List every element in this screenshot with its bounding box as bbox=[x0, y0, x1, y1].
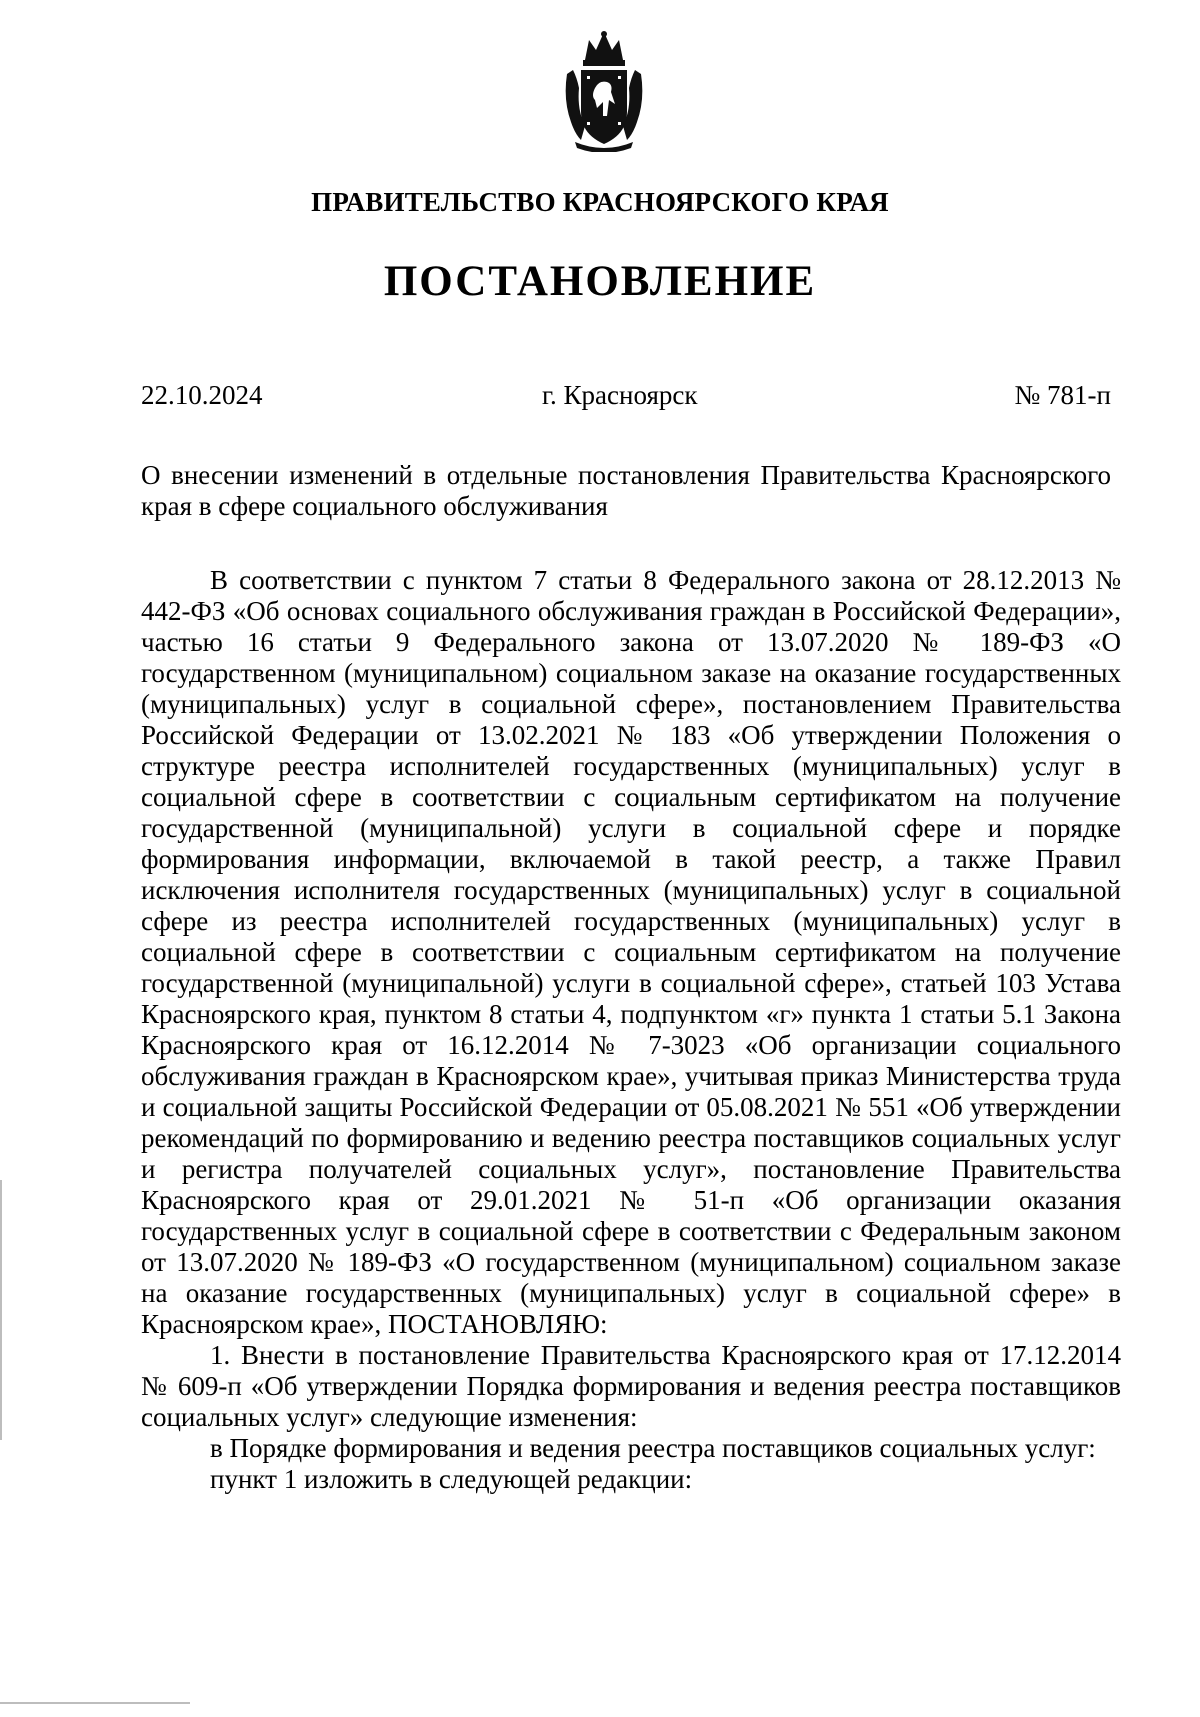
scan-edge-bottom bbox=[0, 1702, 190, 1704]
item-1-subparagraph: в Порядке формирования и ведения реестра поставщиков социальных услуг: bbox=[210, 1433, 1096, 1463]
item-1-point-paragraph: пункт 1 изложить в следующей редакции: bbox=[210, 1464, 693, 1494]
document-body bbox=[141, 565, 1121, 1495]
government-title: ПРАВИТЕЛЬСТВО КРАСНОЯРСКОГО КРАЯ bbox=[311, 187, 889, 217]
document-subject: О внесении изменений в отдельные постановления Правительства Красноярского края в сфере социального обслуживания bbox=[141, 460, 1111, 521]
item-1-paragraph: 1. Внести в постановление Правительства Красноярского края от 17.12.2014 № 609-п «Об утверждении Порядка формирования и ведения реестра поставщиков социальных услуг» следующие изменения: bbox=[141, 1340, 1121, 1432]
scan-edge-left bbox=[0, 1180, 2, 1440]
document-type-heading: ПОСТАНОВЛЕНИЕ bbox=[383, 258, 817, 305]
krasnoyarsk-coat-of-arms-icon bbox=[563, 30, 645, 152]
document-date: 22.10.2024 bbox=[141, 380, 263, 410]
document-city: г. Красноярск bbox=[542, 380, 698, 410]
document-number: № 781-п bbox=[1014, 380, 1111, 410]
preamble-paragraph: В соответствии с пунктом 7 статьи 8 Федерального закона от 28.12.2013 № 442-ФЗ «Об основах социального обслуживания граждан в Российской Федерации», частью 16 статьи 9 Федерального закона от 13.07.2020 № 189-ФЗ «О государственном (муниципальном) социальном заказе на оказание государственных (муниципальных) услуг в социальной сфере», постановлением Правительства Российской Федерации от 13.02.2021 № 183 «Об утверждении Положения о структуре реестра исполнителей государственных (муниципальных) услуг в социальной сфере в соответствии с социальным сертификатом на получение государственной (муниципальной) услуги в социальной сфере и порядке формирования информации, включаемой в такой реестр, а также Правил исключения исполнителя государственных (муниципальных) услуг в социальной сфере из реестра исполнителей государственных (муниципальных) услуг в социальной сфере в соответствии с социальным сертификатом на получение государственной (муниципальной) услуги в социальной сфере», статьей 103 Устава Красноярского края, пунктом 8 статьи 4, подпунктом «г» пункта 1 статьи 5.1 Закона Красноярского края от 16.12.2014 № 7-3023 «Об организации социального обслуживания граждан в Красноярском крае», учитывая приказ Министерства труда и социальной защиты Российской Федерации от 05.08.2021 № 551 «Об утверждении рекомендаций по формированию и ведению реестра поставщиков социальных услуг и регистра получателей социальных услуг», постановление Правительства Красноярского края от 29.01.2021 № 51-п «Об организации оказания государственных услуг в социальной сфере в соответствии с Федеральным законом от 13.07.2020 № 189-ФЗ «О государственном (муниципальном) социальном заказе на оказание государственных (муниципальных) услуг в социальной сфере» в Красноярском крае», ПОСТАНОВЛЯЮ: bbox=[141, 565, 1121, 1339]
